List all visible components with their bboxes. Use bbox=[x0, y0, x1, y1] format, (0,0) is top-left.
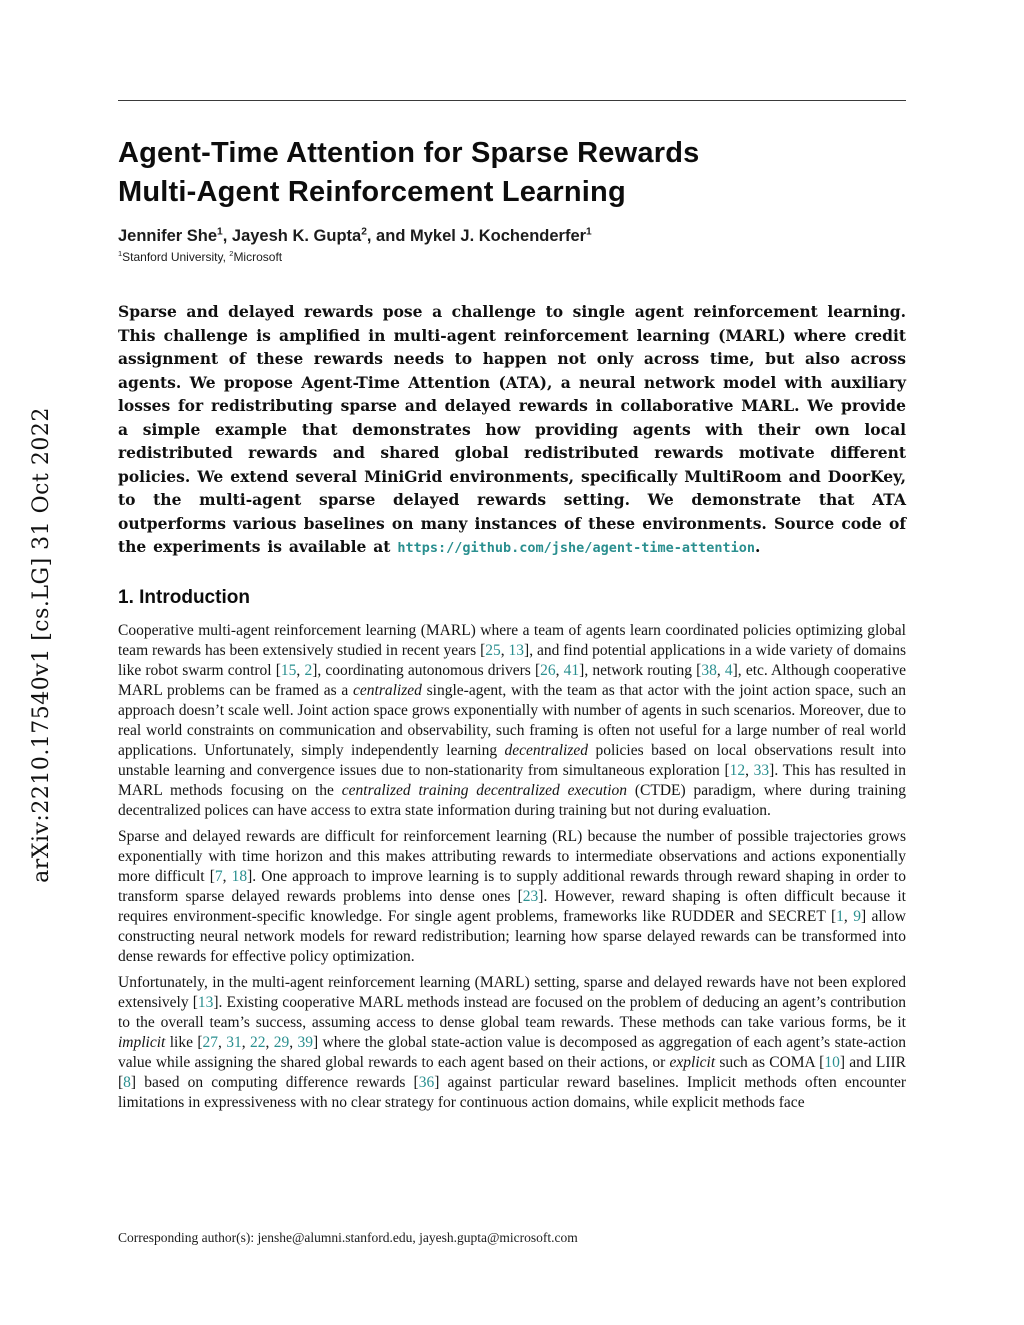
superscript-marker: 2 bbox=[361, 226, 367, 238]
text-segment: like [ bbox=[165, 1033, 203, 1051]
text-segment: , bbox=[222, 867, 232, 885]
paper-title bbox=[118, 134, 906, 212]
text-segment: ]. However, reward shaping is often difficult because it requires environment-specific knowledge. For single agent problems, frameworks like RUDDER and SECRET [ bbox=[118, 887, 906, 925]
text-segment: ] and LIIR [ bbox=[118, 1053, 906, 1091]
superscript-marker: 1 bbox=[217, 226, 223, 238]
citation-link[interactable]: 22 bbox=[250, 1033, 266, 1051]
text-segment: (CTDE) paradigm, where during training decentralized polices can have access to extra state information during training but not during evaluation. bbox=[118, 781, 906, 819]
citation-link[interactable]: 33 bbox=[753, 761, 770, 779]
arxiv-sidebar-stamp: arXiv:2210.17540v1 [cs.LG] 31 Oct 2022 bbox=[29, 407, 54, 883]
citation-link[interactable]: 7 bbox=[214, 867, 223, 885]
text-segment: , bbox=[555, 661, 564, 679]
text-segment: , bbox=[745, 761, 754, 779]
text-segment: ]. This has resulted in MARL methods focusing on the bbox=[118, 761, 906, 799]
citation-link[interactable]: 27 bbox=[202, 1033, 218, 1051]
paper-title-line-1: Agent-Time Attention for Sparse Rewards bbox=[118, 137, 700, 169]
text-segment: ], etc. Although cooperative MARL problems can be framed as a bbox=[118, 661, 907, 699]
citation-link[interactable]: 8 bbox=[123, 1073, 131, 1091]
text-segment: ], and find potential applications in a wide variety of domains like robot swarm control [ bbox=[118, 641, 906, 679]
text-segment: ], network routing [ bbox=[579, 661, 702, 679]
text-segment: policies based on local observations result into unstable learning and convergence issues due to non-stationarity from simultaneous exploration [ bbox=[118, 741, 906, 779]
text-segment: , bbox=[500, 641, 509, 659]
text-segment: ]. Existing cooperative MARL methods instead are focused on the problem of deducing an agent’s contribution to the overall team’s success, assuming access to dense global team rewards. These methods can take various forms, be it bbox=[118, 993, 906, 1031]
abstract-text bbox=[118, 300, 906, 561]
text-segment: centralized bbox=[353, 681, 422, 699]
citation-link[interactable]: 41 bbox=[563, 661, 580, 679]
superscript-marker: 1 bbox=[586, 226, 592, 238]
text-segment: ] based on computing difference rewards [ bbox=[130, 1073, 419, 1091]
citation-link[interactable]: 4 bbox=[724, 661, 733, 679]
text-segment: , bbox=[843, 907, 854, 925]
text-segment: Microsoft bbox=[233, 250, 283, 264]
text-segment: ], coordinating autonomous drivers [ bbox=[312, 661, 541, 679]
text-segment: Cooperative multi-agent reinforcement learning (MARL) where a team of agents learn coordinated policies optimizing global team rewards has been extensively studied in recent years [ bbox=[118, 621, 906, 659]
text-segment: , Jayesh K. Gupta bbox=[222, 227, 362, 245]
citation-link[interactable]: 18 bbox=[231, 867, 248, 885]
intro-paragraph-2 bbox=[118, 827, 906, 967]
citation-link[interactable]: 25 bbox=[485, 641, 501, 659]
text-segment: ] where the global state-action value is decomposed as aggregation of each agent’s state-action value while assigning the shared global rewards to each agent based on their actions, or bbox=[118, 1033, 907, 1071]
text-segment: Stanford University, bbox=[122, 250, 230, 264]
text-segment: ] allow constructing neural network models for reward redistribution; learning how sparse delayed rewards can be transformed into dense rewards for effective policy optimization. bbox=[118, 907, 906, 965]
citation-link[interactable]: 13 bbox=[197, 993, 214, 1011]
citation-link[interactable]: 23 bbox=[522, 887, 539, 905]
citation-link[interactable]: 10 bbox=[824, 1053, 840, 1071]
text-segment: centralized training decentralized execution bbox=[341, 781, 628, 799]
citation-link[interactable]: 29 bbox=[273, 1033, 290, 1051]
section-heading-introduction: 1. Introduction bbox=[118, 586, 250, 608]
text-segment: Unfortunately, in the multi-agent reinforcement learning (MARL) setting, sparse and delayed rewards have not been explored extensively [ bbox=[118, 973, 906, 1011]
paper-content bbox=[118, 0, 906, 1113]
text-segment: ]. One approach to improve learning is to supply additional rewards through reward shaping in order to transform sparse delayed rewards problems into dense ones [ bbox=[118, 867, 906, 905]
citation-link[interactable]: 39 bbox=[297, 1033, 313, 1051]
text-segment: , bbox=[241, 1033, 250, 1051]
text-segment: , bbox=[296, 661, 305, 679]
citation-link[interactable]: 26 bbox=[540, 661, 556, 679]
citation-link[interactable]: 38 bbox=[701, 661, 717, 679]
citation-link[interactable]: 13 bbox=[508, 641, 525, 659]
intro-paragraph-3 bbox=[118, 973, 906, 1113]
text-segment: , bbox=[218, 1033, 227, 1051]
text-segment: , and Mykel J. Kochenderfer bbox=[366, 227, 587, 245]
text-segment: Sparse and delayed rewards are difficult for reinforcement learning (RL) because the number of possible trajectories grows exponentially with time horizon and this makes attributing rewards to intermediate observations and actions exponentially more difficult [ bbox=[118, 827, 906, 885]
superscript-marker: 2 bbox=[229, 249, 234, 258]
authors-line bbox=[118, 227, 906, 246]
footer-correspondence: Corresponding author(s): jenshe@alumni.stanford.edu, jayesh.gupta@microsoft.com bbox=[118, 1230, 578, 1245]
text-segment: explicit bbox=[669, 1053, 716, 1071]
text-segment: , bbox=[289, 1033, 298, 1051]
text-segment: ] against particular reward baselines. Implicit methods often encounter limitations in expressiveness with no clear strategy for continuous action domains, while explicit methods face bbox=[118, 1073, 906, 1111]
affiliations-line bbox=[118, 250, 906, 264]
citation-link[interactable]: 31 bbox=[226, 1033, 242, 1051]
text-segment: single-agent, with the team as that actor with the joint action space, such an approach doesn’t scale well. Joint action space grows exponentially with number of agents in such scenarios. Moreover, due to real world constraints on communication and observability, such framing is often not useful for a large number of real world applications. Unfortunately, simply independently learning bbox=[118, 681, 906, 759]
superscript-marker: 1 bbox=[118, 249, 123, 258]
citation-link[interactable]: 12 bbox=[729, 761, 746, 779]
text-segment: Sparse and delayed rewards pose a challenge to single agent reinforcement learning. This challenge is amplified in multi-agent reinforcement learning (MARL) where credit assignment of these rewards needs to happen not only across time, but also across agents. We propose Agent-Time Attention (ATA), a neural network model with auxiliary losses for redistributing sparse and delayed rewards in collaborative MARL. We provide a simple example that demonstrates how providing agents with their own local redistributed rewards and shared global redistributed rewards motivate different policies. We extend several MiniGrid environments, specifically MultiRoom and DoorKey, to the multi-agent sparse delayed rewards setting. We demonstrate that ATA outperforms various baselines on many instances of these environments. Source code of the experiments is available at bbox=[118, 302, 906, 556]
text-segment: , bbox=[716, 661, 725, 679]
text-segment: . bbox=[755, 537, 761, 556]
text-segment: Jennifer She bbox=[118, 227, 218, 245]
source-code-link[interactable]: https://github.com/jshe/agent-time-attention bbox=[397, 540, 755, 556]
citation-link[interactable]: 1 bbox=[836, 907, 844, 925]
citation-link[interactable]: 9 bbox=[853, 907, 861, 925]
citation-link[interactable]: 15 bbox=[280, 661, 297, 679]
paper-title-line-2: Multi-Agent Reinforcement Learning bbox=[118, 176, 626, 208]
text-segment: , bbox=[265, 1033, 274, 1051]
text-segment: such as COMA [ bbox=[715, 1053, 825, 1071]
citation-link[interactable]: 2 bbox=[304, 661, 313, 679]
citation-link[interactable]: 36 bbox=[418, 1073, 435, 1091]
text-segment: decentralized bbox=[504, 741, 589, 759]
text-segment: implicit bbox=[118, 1033, 166, 1051]
intro-paragraph-1 bbox=[118, 621, 906, 821]
